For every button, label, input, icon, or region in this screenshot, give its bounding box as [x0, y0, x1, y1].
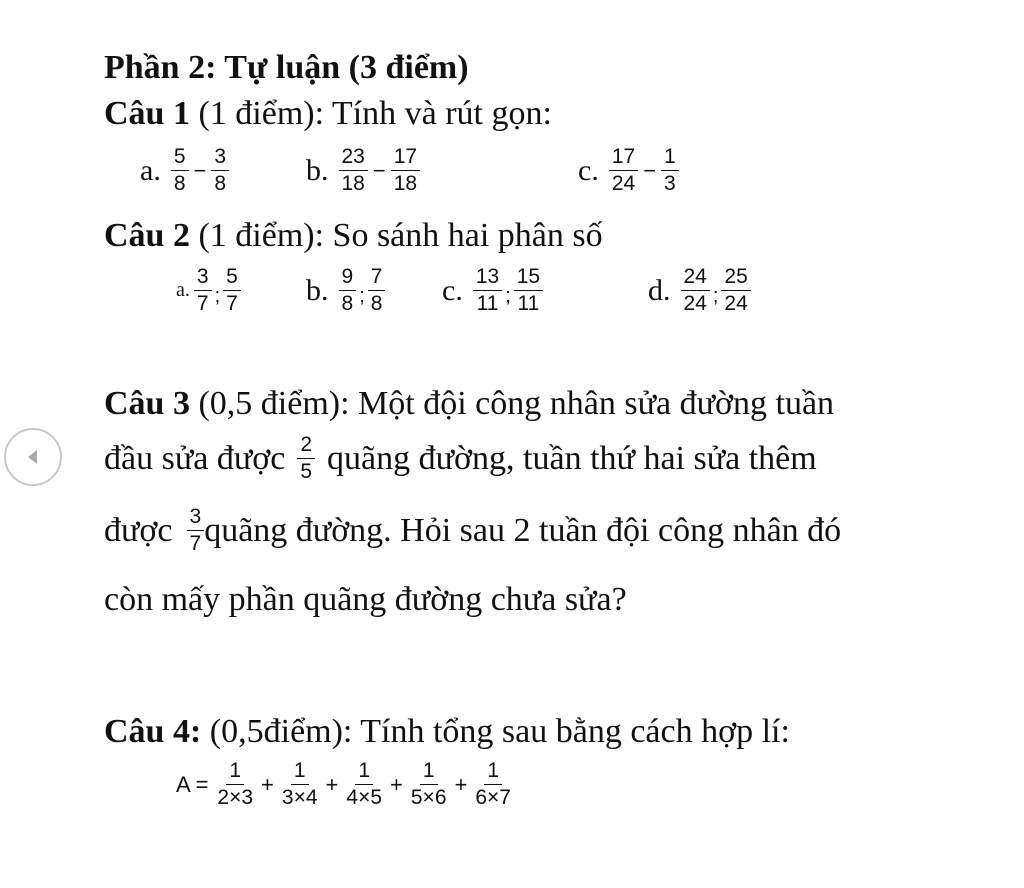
- denominator: 18: [393, 172, 418, 195]
- separator: ;: [712, 285, 719, 307]
- denominator: 5: [300, 460, 313, 483]
- numerator: 3: [194, 266, 212, 291]
- q1-item-b-label: b.: [306, 153, 329, 187]
- separator: ;: [359, 285, 365, 307]
- q3-label: Câu 3: [104, 385, 190, 422]
- denominator: 6×7: [475, 786, 511, 809]
- numerator: 2: [297, 434, 315, 459]
- denominator: 5×6: [410, 786, 447, 809]
- numerator: 17: [391, 146, 420, 171]
- denominator: 7: [196, 292, 209, 315]
- numerator: 3: [187, 506, 205, 531]
- q2-item-d-label: d.: [648, 273, 671, 307]
- denominator: 24: [611, 172, 636, 195]
- plus-sign: +: [390, 771, 403, 797]
- q1-item-a: [140, 146, 231, 195]
- q2-item-b-label: b.: [306, 273, 329, 307]
- fraction: [681, 266, 710, 315]
- q2-item-c-label: c.: [442, 273, 463, 307]
- separator: ;: [505, 285, 511, 307]
- q2-item-a-label: a.: [176, 279, 190, 301]
- denominator: 3: [664, 172, 676, 195]
- denominator: 18: [341, 172, 365, 195]
- fraction: [721, 266, 750, 315]
- numerator: 15: [514, 266, 543, 291]
- numerator: 1: [661, 146, 679, 171]
- denominator: 8: [214, 172, 227, 195]
- fraction: [171, 146, 189, 195]
- denominator: 3×4: [281, 786, 318, 809]
- fraction: [187, 506, 205, 555]
- q1-label: Câu 1: [104, 95, 190, 132]
- numerator: 1: [355, 760, 373, 785]
- fraction: [391, 146, 420, 195]
- chevron-left-icon: [23, 447, 43, 467]
- q2-label: Câu 2: [104, 217, 190, 254]
- fraction: [211, 146, 229, 195]
- numerator: 13: [473, 266, 502, 291]
- numerator: 24: [681, 266, 710, 291]
- q4-label: Câu 4:: [104, 713, 202, 750]
- q4-instruction: (0,5điểm): Tính tổng sau bằng cách hợp lí:: [201, 713, 790, 750]
- numerator: 17: [609, 146, 638, 171]
- numerator: 1: [291, 760, 309, 785]
- fraction: [514, 266, 543, 315]
- numerator: 9: [339, 266, 357, 291]
- q3-line-4: còn mấy phần quãng đường chưa sửa?: [104, 581, 627, 618]
- fraction: [214, 760, 256, 809]
- minus-sign: −: [372, 157, 386, 183]
- q1-item-b: [306, 146, 422, 195]
- numerator: 1: [484, 760, 502, 785]
- q1-item-c: [578, 146, 681, 195]
- numerator: 25: [721, 266, 750, 291]
- q3-line-2-text-a: đầu sửa được: [104, 439, 286, 477]
- section-heading: Phần 2: Tự luận (3 điểm): [104, 49, 469, 86]
- plus-sign: +: [454, 771, 468, 797]
- q1-item-a-label: a.: [140, 153, 161, 187]
- q4-formula: [176, 760, 516, 809]
- numerator: 3: [211, 146, 229, 171]
- numerator: 23: [339, 146, 368, 171]
- denominator: 11: [476, 292, 499, 315]
- fraction: [194, 266, 212, 315]
- denominator: 4×5: [346, 786, 383, 809]
- q3-line-2-text-b: quãng đường, tuần thứ hai sửa thêm: [327, 439, 817, 477]
- denominator: 24: [683, 292, 707, 315]
- plus-sign: +: [325, 771, 339, 797]
- separator: ;: [214, 285, 221, 307]
- denominator: 11: [517, 292, 540, 315]
- fraction: [339, 146, 368, 195]
- q1-title: [104, 94, 552, 134]
- q3-line-2: [104, 434, 817, 483]
- plus-sign: +: [261, 771, 274, 797]
- q3-line-3-text-b: quãng đường. Hỏi sau 2 tuần đội công nhân đó: [204, 511, 842, 549]
- q2-item-a: [176, 266, 243, 315]
- fraction: [661, 146, 679, 195]
- q3-line-3-text-a: được: [104, 511, 173, 549]
- formula-lhs: A =: [176, 771, 209, 797]
- fraction: [609, 146, 638, 195]
- fraction: [472, 760, 514, 809]
- fraction: [343, 760, 385, 809]
- minus-sign: −: [193, 157, 207, 183]
- q2-instruction: (1 điểm): So sánh hai phân số: [189, 217, 603, 254]
- fraction: [473, 266, 502, 315]
- q4-title: [104, 712, 790, 752]
- numerator: 7: [368, 266, 386, 291]
- q2-item-d: [648, 266, 753, 315]
- numerator: 1: [226, 760, 244, 785]
- fraction: [368, 266, 386, 315]
- q2-item-b: [306, 266, 387, 315]
- q1-instruction: (1 điểm): Tính và rút gọn:: [189, 95, 552, 132]
- denominator: 8: [173, 172, 186, 195]
- denominator: 8: [341, 292, 354, 315]
- fraction: [279, 760, 321, 809]
- numerator: 1: [420, 760, 438, 785]
- q2-title: [104, 216, 603, 256]
- denominator: 7: [226, 292, 238, 315]
- q2-item-c: [442, 266, 545, 315]
- denominator: 7: [189, 532, 202, 555]
- fraction: [297, 434, 315, 483]
- numerator: 5: [171, 146, 189, 171]
- denominator: 24: [724, 292, 748, 315]
- minus-sign: −: [643, 157, 657, 183]
- fraction: [223, 266, 241, 315]
- q3-line-1: [104, 384, 834, 424]
- fraction: [408, 760, 450, 809]
- fraction: [339, 266, 357, 315]
- q3-line-3: [104, 506, 841, 555]
- q1-item-c-label: c.: [578, 153, 599, 187]
- denominator: 8: [370, 292, 383, 315]
- q3-line-1-text: (0,5 điểm): Một đội công nhân sửa đường tuần: [189, 385, 835, 422]
- nav-back-button[interactable]: [4, 428, 62, 486]
- numerator: 5: [223, 266, 241, 291]
- denominator: 2×3: [217, 786, 254, 809]
